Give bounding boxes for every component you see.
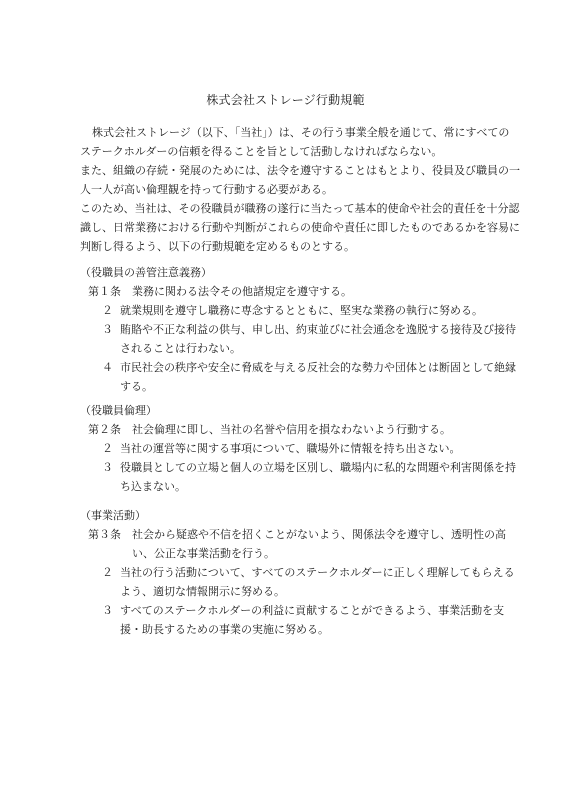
clause-text: 市民社会の秩序や安全に脅威を与える反社会的な勢力や団体とは断固として絶縁する。 [120, 361, 516, 393]
section-business-activities [80, 506, 520, 639]
preamble [80, 123, 520, 256]
article-text: 社会から疑惑や不信を招くことがないよう、関係法令を遵守し、透明性の高い、公正な事業活動を行う。 [132, 528, 506, 560]
article-1 [80, 282, 520, 301]
preamble-paragraph: このため、当社は、その役職員が職務の遂行に当たって基本的使命や社会的責任を十分認識し、日常業務における行動や判断がこれらの使命や責任に即したものであるかを容易に判断し得るよう、以下の行動規範を定めるものとする。 [80, 202, 520, 253]
document-title: 株式会社ストレージ行動規範 [206, 93, 365, 107]
clause-item [80, 358, 520, 396]
article-number: 第３条 [88, 528, 121, 541]
clause-text: 当社の運営等に関する事項について、職場外に情報を持ち出さない。 [120, 442, 461, 455]
clause-number: ３ [102, 604, 113, 617]
section-heading: （事業活動） [80, 509, 146, 522]
clause-item [80, 601, 520, 639]
clause-text: 当社の行う活動について、すべてのステークホルダーに正しく理解してもらえるよう、適切な情報開示に努める。 [120, 566, 515, 598]
clause-text: 役職員としての立場と個人の立場を区別し、職場内に私的な問題や利害関係を持ち込まない。 [120, 461, 516, 493]
clause-number: ２ [102, 442, 113, 455]
section-heading: （役職員の善管注意義務） [80, 266, 212, 279]
clause-text: 賄賂や不正な利益の供与、申し出、約束並びに社会通念を逸脱する接待及び接待されることは行わない。 [120, 323, 516, 355]
clause-text: 就業規則を遵守し職務に専念するとともに、堅実な業務の執行に努める。 [120, 304, 483, 317]
preamble-paragraph: 株式会社ストレージ（以下、「当社」）は、その行う事業全般を通じて、常にすべてのステークホルダーの信頼を得ることを旨として活動しなければならない。 [80, 126, 510, 158]
clause-number: ３ [102, 323, 113, 336]
clause-item [80, 320, 520, 358]
section-heading: （役職員倫理） [80, 404, 157, 417]
clause-number: ２ [102, 566, 113, 579]
clause-item [80, 301, 520, 320]
clause-number: ３ [102, 461, 113, 474]
article-text: 業務に関わる法令その他諸規定を遵守する。 [132, 285, 352, 298]
clause-item [80, 439, 520, 458]
clause-item [80, 458, 520, 496]
clause-number: ２ [102, 304, 113, 317]
article-text: 社会倫理に即し、当社の名誉や信用を損なわないよう行動する。 [132, 423, 451, 436]
clause-item [80, 563, 520, 601]
preamble-paragraph: また、組織の存続・発展のためには、法令を遵守することはもとより、役員及び職員の一人一人が高い倫理観を持って行動する必要がある。 [80, 164, 520, 196]
clause-text: すべてのステークホルダーの利益に貢献することができるよう、事業活動を支援・助長するための事業の実施に努める。 [120, 604, 505, 636]
section-officer-duty [80, 263, 520, 396]
article-3 [80, 525, 520, 563]
article-number: 第１条 [88, 285, 121, 298]
section-officer-ethics [80, 401, 520, 496]
article-2 [80, 420, 520, 439]
article-number: 第２条 [88, 423, 121, 436]
clause-number: ４ [102, 361, 113, 374]
